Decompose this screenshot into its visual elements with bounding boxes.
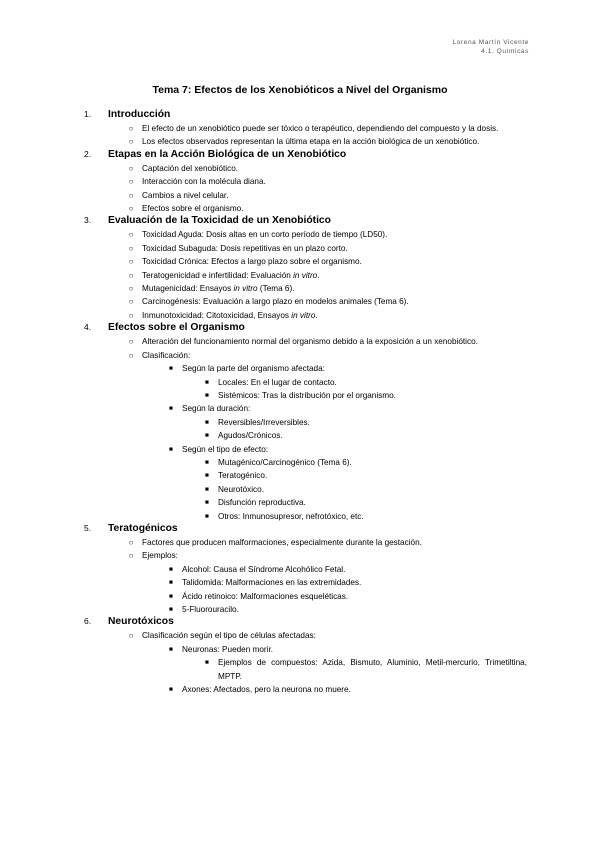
section-title: Teratogénicos bbox=[108, 522, 178, 534]
square-bullet-icon: ■ bbox=[169, 565, 173, 573]
author-name: Lorena Martín Vicente bbox=[452, 39, 529, 46]
section-title: Neurotóxicos bbox=[108, 616, 174, 628]
circle-bullet-icon: ○ bbox=[128, 297, 134, 307]
circle-bullet-icon: ○ bbox=[128, 350, 134, 360]
section-number: 5. bbox=[84, 522, 92, 533]
sub-list-item: ■ Neuronas: Pueden morir. bbox=[160, 643, 527, 656]
sub-sub-list-item: ■ Disfunción reproductiva. bbox=[196, 496, 527, 509]
list-item: ○ Toxicidad Aguda: Dosis altas en un corto período de tiempo (LD50). bbox=[120, 228, 527, 241]
circle-bullet-icon: ○ bbox=[128, 551, 134, 561]
section-heading bbox=[84, 149, 527, 162]
square-bullet-icon: ■ bbox=[169, 445, 173, 453]
sub-sub-list-item: ■ Sistémicos: Tras la distribución por el organismo. bbox=[196, 389, 527, 402]
section-heading bbox=[84, 109, 527, 122]
section-heading bbox=[84, 215, 527, 228]
sub-list-item: ■ Según el tipo de efecto: bbox=[160, 443, 527, 456]
list-item: ○ Ejemplos: bbox=[120, 549, 527, 562]
square-bullet-icon: ■ bbox=[205, 432, 209, 440]
section-heading bbox=[84, 616, 527, 629]
square-bullet-icon: ■ bbox=[169, 645, 173, 653]
square-bullet-icon: ■ bbox=[205, 391, 209, 399]
section-number: 2. bbox=[84, 148, 92, 159]
square-bullet-icon: ■ bbox=[169, 686, 173, 694]
circle-bullet-icon: ○ bbox=[128, 243, 134, 253]
square-bullet-icon: ■ bbox=[205, 659, 209, 667]
page-header bbox=[453, 38, 529, 56]
square-bullet-icon: ■ bbox=[169, 592, 173, 600]
list-item: ○ Inmunotoxicidad: Citotoxicidad, Ensayos in vitro. bbox=[120, 309, 527, 322]
section-number: 1. bbox=[84, 109, 92, 119]
square-bullet-icon: ■ bbox=[205, 418, 209, 426]
square-bullet-icon: ■ bbox=[205, 485, 209, 493]
sub-list-item: ■ Axones: Afectados, pero la neurona no muere. bbox=[160, 683, 527, 696]
list-item: ○ Mutagenicidad: Ensayos in vitro (Tema 6). bbox=[120, 282, 527, 295]
circle-bullet-icon: ○ bbox=[128, 310, 134, 320]
sub-list-item: ■ Según la parte del organismo afectada: bbox=[160, 362, 527, 375]
circle-bullet-icon: ○ bbox=[128, 137, 134, 147]
list-item: ○ Teratogenicidad e infertilidad: Evaluación in vitro. bbox=[120, 269, 527, 282]
sub-sub-list-item: ■ Mutagénico/Carcinogénico (Tema 6). bbox=[196, 456, 527, 469]
document-title: Tema 7: Efectos de los Xenobióticos a Nivel del Organismo bbox=[152, 84, 448, 96]
circle-bullet-icon: ○ bbox=[128, 257, 134, 267]
sub-sub-list-item: ■ Agudos/Crónicos. bbox=[196, 429, 527, 442]
sub-list-item: ■ Talidomida: Malformaciones en las extremidades. bbox=[160, 576, 527, 589]
sub-sub-list-item: ■ Ejemplos de compuestos: Azida, Bismuto, Aluminio, Metil-mercurio, Trimetiltina, MPTP. bbox=[196, 656, 527, 683]
list-item: ○ Toxicidad Crónica: Efectos a largo plazo sobre el organismo. bbox=[120, 255, 527, 268]
section-heading bbox=[84, 523, 527, 536]
square-bullet-icon: ■ bbox=[205, 458, 209, 466]
sub-list-item: ■ Según la duración: bbox=[160, 402, 527, 415]
circle-bullet-icon: ○ bbox=[128, 204, 134, 214]
circle-bullet-icon: ○ bbox=[128, 163, 134, 173]
circle-bullet-icon: ○ bbox=[128, 270, 134, 280]
square-bullet-icon: ■ bbox=[169, 405, 173, 413]
sub-sub-list-item: ■ Neurotóxico. bbox=[196, 483, 527, 496]
section-title: Evaluación de la Toxicidad de un Xenobiótico bbox=[108, 215, 331, 227]
circle-bullet-icon: ○ bbox=[128, 124, 134, 133]
section-title: Introducción bbox=[108, 109, 171, 120]
list-item: ○ Captación del xenobiótico. bbox=[120, 162, 527, 175]
section-number: 6. bbox=[84, 616, 92, 627]
list-item: ○ Toxicidad Subaguda: Dosis repetitivas en un plazo corto. bbox=[120, 242, 527, 255]
circle-bullet-icon: ○ bbox=[128, 337, 134, 347]
sub-sub-list-item: ■ Locales: En el lugar de contacto. bbox=[196, 376, 527, 389]
square-bullet-icon: ■ bbox=[205, 378, 209, 386]
square-bullet-icon: ■ bbox=[205, 472, 209, 480]
sub-list-item: ■ 5-Fluorouracilo. bbox=[160, 603, 527, 616]
circle-bullet-icon: ○ bbox=[128, 537, 134, 547]
course-label: 4.1. Químicas bbox=[481, 48, 529, 55]
list-item: ○ Efectos sobre el organismo. bbox=[120, 202, 527, 215]
list-item: ○ Cambios a nivel celular. bbox=[120, 189, 527, 202]
sub-list-item: ■ Ácido retinoico: Malformaciones esqueléticas. bbox=[160, 590, 527, 603]
list-item: ○ Clasificación según el tipo de células afectadas: bbox=[120, 629, 527, 642]
list-item: ○ Interacción con la molécula diana. bbox=[120, 175, 527, 188]
section-number: 4. bbox=[84, 322, 92, 333]
circle-bullet-icon: ○ bbox=[128, 230, 134, 240]
square-bullet-icon: ■ bbox=[169, 606, 173, 613]
circle-bullet-icon: ○ bbox=[128, 631, 134, 641]
square-bullet-icon: ■ bbox=[205, 499, 209, 507]
sub-sub-list-item: ■ Otros: Inmunosupresor, nefrotóxico, etc. bbox=[196, 510, 527, 523]
section-heading bbox=[84, 322, 527, 335]
sub-list-item: ■ Alcohol: Causa el Síndrome Alcohólico Fetal. bbox=[160, 563, 527, 576]
list-item: ○ Los efectos observados representan la última etapa en la acción biológica de un xenobiótico. bbox=[120, 135, 527, 148]
square-bullet-icon: ■ bbox=[169, 579, 173, 587]
list-item: ○ El efecto de un xenobiótico puede ser tóxico o terapéutico, dependiendo del compuesto y la dosis. bbox=[120, 122, 527, 135]
section-title: Efectos sobre el Organismo bbox=[108, 322, 245, 334]
list-item: ○ Factores que producen malformaciones, especialmente durante la gestación. bbox=[120, 536, 527, 549]
circle-bullet-icon: ○ bbox=[128, 177, 134, 187]
sub-sub-list-item: ■ Teratogénico. bbox=[196, 469, 527, 482]
section-title: Etapas en la Acción Biológica de un Xenobiótico bbox=[108, 148, 347, 160]
square-bullet-icon: ■ bbox=[205, 512, 209, 520]
document-body bbox=[84, 109, 527, 696]
section-number: 3. bbox=[84, 215, 92, 226]
list-item: ○ Clasificación: bbox=[120, 349, 527, 362]
list-item: ○ Carcinogénesis: Evaluación a largo plazo en modelos animales (Tema 6). bbox=[120, 295, 527, 308]
circle-bullet-icon: ○ bbox=[128, 190, 134, 200]
sub-sub-list-item: ■ Reversibles/Irreversibles. bbox=[196, 416, 527, 429]
circle-bullet-icon: ○ bbox=[128, 284, 134, 294]
list-item: ○ Alteración del funcionamiento normal del organismo debido a la exposición a un xenobiótico. bbox=[120, 335, 527, 348]
square-bullet-icon: ■ bbox=[169, 365, 173, 373]
